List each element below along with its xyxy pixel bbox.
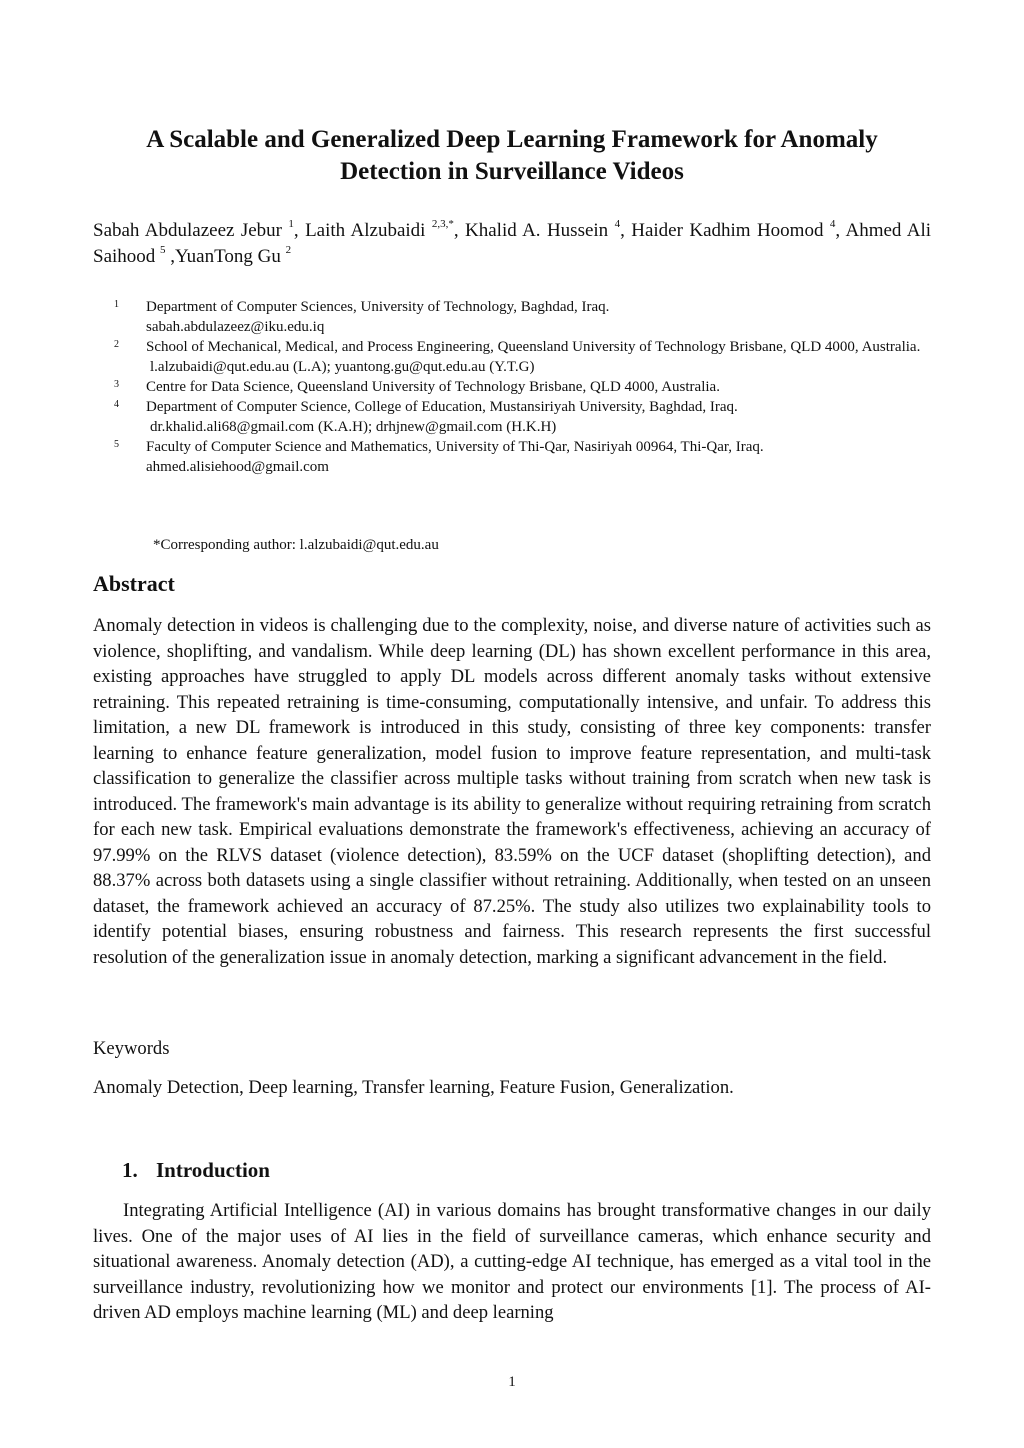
affiliation-email: l.alzubaidi@qut.edu.au (L.A); yuantong.gu@qut.edu.au (Y.T.G) — [150, 359, 535, 375]
section-number: 1. — [122, 1158, 138, 1182]
affiliation-list — [93, 297, 933, 477]
affiliation-number: 3 — [114, 379, 119, 390]
page-number: 1 — [508, 1374, 516, 1390]
author-affiliation-mark: 1 — [288, 217, 294, 230]
affiliation-email: dr.khalid.ali68@gmail.com (K.A.H); drhjnew@gmail.com (H.K.H) — [150, 419, 557, 435]
affiliation-email: sabah.abdulazeez@iku.edu.iq — [146, 319, 325, 335]
keywords-text: Anomaly Detection, Deep learning, Transfer learning, Feature Fusion, Generalization. — [93, 1077, 734, 1098]
section-heading-introduction — [122, 1155, 270, 1185]
author-separator: , — [620, 220, 632, 241]
affiliation-item — [93, 337, 933, 377]
author-name: Khalid A. Hussein — [465, 220, 609, 241]
author — [305, 217, 466, 241]
introduction-paragraph: Integrating Artificial Intelligence (AI) in various domains has brought transformative changes in our daily lives. One of the major uses of AI lies in the field of surveillance cameras, which enhance security and situational awareness. Anomaly detection (AD), a cutting-edge AI technique, has emerged as a vital tool in the surveillance industry, revolutionizing how we monitor and protect our environments [1]. The process of AI-driven AD employs machine learning (ML) and deep learning — [93, 1200, 931, 1323]
author-name: YuanTong Gu — [175, 246, 281, 267]
affiliation-email: ahmed.alisiehood@gmail.com — [146, 459, 329, 475]
affiliation-number: 1 — [114, 299, 119, 310]
author-affiliation-mark: 2 — [285, 243, 292, 256]
author-separator: , — [453, 220, 466, 241]
author — [175, 243, 292, 267]
affiliation-text: Department of Computer Sciences, University of Technology, Baghdad, Iraq. — [146, 299, 610, 315]
author-name: Ahmed Ali Saihood — [93, 220, 932, 267]
author — [465, 217, 632, 241]
author-separator: , — [293, 220, 306, 241]
author-separator: , — [835, 220, 846, 241]
affiliation-text: Centre for Data Science, Queensland University of Technology Brisbane, QLD 4000, Australia. — [146, 379, 720, 395]
affiliation-item — [93, 397, 933, 437]
author-name: Haider Kadhim Hoomod — [631, 220, 824, 241]
author-list — [93, 218, 931, 270]
abstract-heading: Abstract — [93, 571, 175, 596]
affiliation-number: 2 — [114, 339, 119, 350]
affiliation-number: 4 — [114, 399, 119, 410]
affiliation-text: Faculty of Computer Science and Mathematics, University of Thi-Qar, Nasiriyah 00964, Thi-Qar, Iraq. — [146, 439, 764, 455]
keywords-heading: Keywords — [93, 1038, 170, 1059]
author — [631, 217, 846, 241]
section-title: Introduction — [156, 1158, 270, 1182]
author-name: Sabah Abdulazeez Jebur — [93, 220, 283, 241]
affiliation-number: 5 — [114, 439, 119, 450]
author-affiliation-mark: 4 — [614, 217, 621, 230]
affiliation-item — [93, 297, 933, 337]
affiliation-item — [93, 377, 933, 397]
author-affiliation-mark: 4 — [829, 217, 836, 230]
paper-title: A Scalable and Generalized Deep Learning Framework for Anomaly Detection in Surveillance Videos — [146, 126, 878, 185]
author-separator: , — [165, 246, 176, 267]
author — [93, 217, 306, 241]
author-affiliation-mark: 2,3,* — [431, 217, 454, 230]
affiliation-text: Department of Computer Science, College of Education, Mustansiriyah University, Baghdad, Iraq. — [146, 399, 738, 415]
affiliation-item — [93, 437, 933, 477]
abstract-text: Anomaly detection in videos is challenging due to the complexity, noise, and diverse nature of activities such as violence, shoplifting, and vandalism. While deep learning (DL) has shown excellent performance in this area, existing approaches have struggled to apply DL models across different anomaly tasks without extensive retraining. This repeated retraining is time-consuming, computationally intensive, and unfair. To address this limitation, a new DL framework is introduced in this study, consisting of three key components: transfer learning to enhance feature generalization, model fusion to improve feature representation, and multi-task classification to generalize the classifier across multiple tasks without training from scratch when new task is introduced. The framework's main advantage is its ability to generalize without requiring retraining from scratch for each new task. Empirical evaluations demonstrate the framework's effectiveness, achieving an accuracy of 97.99% on the RLVS dataset (violence detection), 83.59% on the UCF dataset (shoplifting detection), and 88.37% across both datasets using a single classifier without retraining. Additionally, when tested on an unseen dataset, the framework achieved an accuracy of 87.25%. The study also utilizes two explainability tools to identify potential biases, ensuring robustness and fairness. This research represents the first successful resolution of the generalization issue in anomaly detection, marking a significant advancement in the field. — [93, 615, 931, 968]
affiliation-text: School of Mechanical, Medical, and Process Engineering, Queensland University of Technology Brisbane, QLD 4000, Australia. — [146, 339, 921, 355]
author-name: Laith Alzubaidi — [305, 220, 426, 241]
author-affiliation-mark: 5 — [160, 243, 166, 256]
corresponding-author: *Corresponding author: l.alzubaidi@qut.edu.au — [153, 537, 439, 553]
